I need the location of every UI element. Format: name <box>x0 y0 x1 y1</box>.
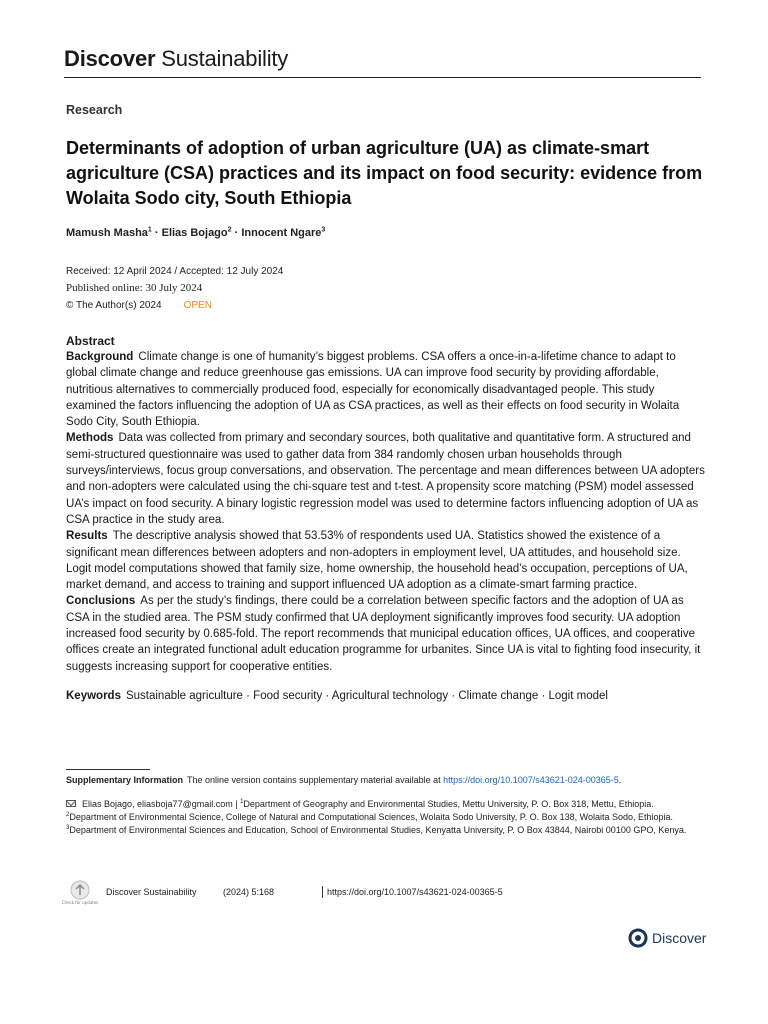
brand-label: Discover <box>652 930 707 946</box>
author-name[interactable]: Innocent Ngare <box>241 227 322 239</box>
affiliations <box>66 798 706 837</box>
supplementary-end: . <box>618 775 622 785</box>
journal-name-bold: Discover <box>64 46 156 71</box>
article-title: Determinants of adoption of urban agriculture (UA) as climate-smart agriculture (CSA) practices and its impact on food security: evidence from Wolaita Sodo city, South Ethiopia <box>66 138 703 208</box>
footnote-rule <box>66 769 150 770</box>
discover-brand-logo[interactable] <box>628 927 706 949</box>
affiliation-1: Department of Geography and Environmental Studies, Mettu University, P. O. Box 318, Mettu, Ethiopia. <box>243 799 654 809</box>
abstract-section-text: As per the study’s findings, there could be a correlation between specific factors and the adoption of UA as CSA in the studied area. The PSM study confirmed that UA deployment significantly improves food security. UA adoption increased food security by 0.685-fold. The report recommends that municipal education offices, UA offices, and cooperative offices create an integrated functional adult education programme for urbanites. Since UA is vital to fighting food insecurity, it suggests increasing support for cooperative entities. <box>66 595 701 673</box>
abstract <box>66 334 706 675</box>
author-name[interactable]: Mamush Masha <box>66 227 148 239</box>
published-date: Published online: 30 July 2024 <box>66 282 203 294</box>
received-accepted-date: Received: 12 April 2024 / Accepted: 12 July 2024 <box>66 266 284 277</box>
footer-separator <box>322 886 323 898</box>
article-type: Research <box>66 103 123 117</box>
supplementary-doi-link[interactable]: https://doi.org/10.1007/s43621-024-00365-5 <box>443 775 619 785</box>
abstract-methods <box>66 430 706 528</box>
footer-doi-link[interactable]: https://doi.org/10.1007/s43621-024-00365-5 <box>327 887 503 897</box>
abstract-section-label: Methods <box>66 432 114 445</box>
corresponding-contact[interactable]: Elias Bojago, eliasboja77@gmail.com | <box>82 799 241 809</box>
keywords <box>66 690 706 702</box>
abstract-section-label: Results <box>66 530 108 543</box>
affiliation-marker: 2 <box>66 812 70 818</box>
abstract-section-text: The descriptive analysis showed that 53.53% of respondents used UA. Statistics showed the existence of a significant mean differences between adopters and non-adopters in employment level, UA attitudes, and household size. Logit model computations showed that family size, home ownership, the household head’s occupation, perceptions of UA, market demand, and access to training and support influenced UA adoption as a climate-smart farming practice. <box>66 530 688 592</box>
keywords-text: Sustainable agriculture · Food security · Agricultural technology · Climate change · Logit model <box>125 690 608 702</box>
footer-journal: Discover Sustainability <box>106 887 197 897</box>
author-separator: · <box>151 227 162 239</box>
abstract-heading: Abstract <box>66 334 115 348</box>
supplementary-text: The online version contains supplementary material available at <box>187 775 444 785</box>
abstract-section-label: Background <box>66 351 134 363</box>
discover-logo-icon <box>628 928 648 948</box>
author-list <box>66 227 325 239</box>
keywords-label: Keywords <box>66 690 121 702</box>
badge-label: Check for updates <box>61 900 99 905</box>
journal-name-rest: Sustainability <box>161 46 289 71</box>
author-affiliation-marker: 3 <box>321 226 326 234</box>
check-for-updates-badge-icon[interactable] <box>61 878 99 910</box>
header-rule <box>64 77 701 78</box>
article-dates <box>66 263 283 314</box>
affiliation-2: Department of Environmental Science, College of Natural and Computational Sciences, Wolaita Sodo University, P. O. Box 138, Wolaita Sodo, Ethiopia. <box>69 812 674 822</box>
open-access-badge[interactable]: OPEN <box>183 300 212 311</box>
copyright-line <box>66 297 283 314</box>
affiliation-3: Department of Environmental Sciences and Education, School of Environmental Studies, Kenyatta University, P. O Box 43844, Nairobi 00100 GPO, Kenya. <box>69 825 687 835</box>
abstract-section-label: Conclusions <box>66 595 136 608</box>
journal-name <box>64 46 288 72</box>
affiliation-marker: 1 <box>240 799 244 805</box>
author-name[interactable]: Elias Bojago <box>161 227 228 239</box>
copyright-text: © The Author(s) 2024 <box>66 300 162 311</box>
affiliation-marker: 3 <box>66 825 70 831</box>
abstract-section-text: Data was collected from primary and secondary sources, both qualitative and quantitative form. A structured and semi-structured questionnaire was used to gather data from 384 randomly chosen urban households through surveys/interviews, focus group conversations, and observation. The percentage and mean differences between UA adopters and non-adopters were calculated using the chi-square test and t-test. A propensity score matching (PSM) model assessed UA’s impact on food security. A binary logistic regression model was used to determine factors influencing adoption of UA as CSA practice in the study area. <box>66 432 705 526</box>
mail-icon[interactable] <box>66 800 76 807</box>
supplementary-label: Supplementary Information <box>66 775 184 785</box>
abstract-conclusions <box>66 593 706 674</box>
abstract-results <box>66 528 706 593</box>
abstract-section-text: Climate change is one of humanity’s biggest problems. CSA offers a once-in-a-lifetime chance to adapt to global climate change and reduce greenhouse gas emissions. UA can improve food security by providing affordable, nutritious alternatives to commercially produced food, especially for economically disadvantaged people. This study examined the factors influencing the adoption of UA as CSA practices, as well as their effects on food security in Wolaita Sodo City, South Ethiopia. <box>66 351 680 429</box>
author-affiliation-marker: 2 <box>227 226 232 234</box>
footer-volume: (2024) 5:168 <box>223 887 275 897</box>
author-affiliation-marker: 1 <box>147 226 152 234</box>
supplementary-info <box>66 775 706 785</box>
abstract-background <box>66 349 706 430</box>
author-separator: · <box>231 227 242 239</box>
